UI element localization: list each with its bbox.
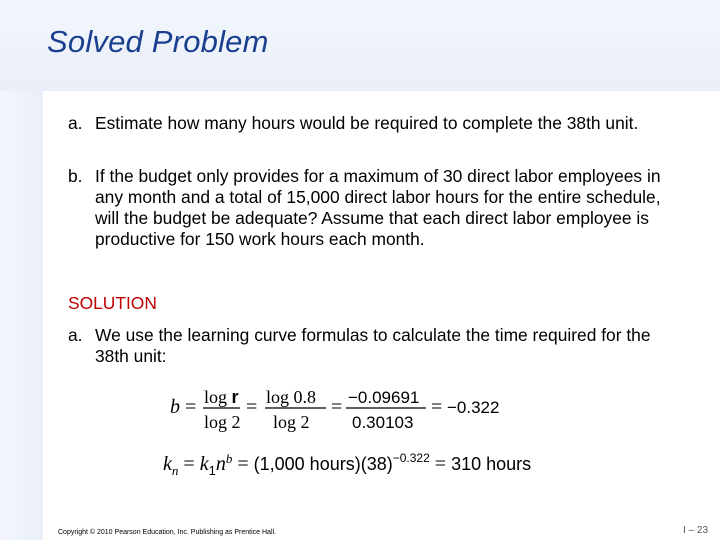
- formula-equals: =: [185, 396, 197, 418]
- formula-equals: =: [431, 396, 443, 418]
- solution-item-a: [68, 325, 668, 367]
- formula-k1: k: [199, 453, 209, 475]
- item-text: Estimate how many hours would be required to complete the 38th unit.: [95, 113, 639, 133]
- formula-equals: =: [331, 396, 343, 418]
- item-letter: b.: [68, 166, 83, 186]
- problem-item-a: [68, 113, 668, 134]
- exponent: −0.322: [392, 451, 430, 465]
- formula-equals: =: [434, 453, 447, 475]
- fraction-denominator: 0.30103: [352, 413, 414, 432]
- slide-title: Solved Problem: [47, 24, 269, 59]
- formula-equals: =: [246, 396, 258, 418]
- formula-equals: =: [183, 453, 195, 475]
- fraction-numerator: [204, 387, 238, 407]
- formula-expression: (1,000 hours)(38): [253, 454, 393, 474]
- fraction-denominator: log 2: [204, 412, 241, 432]
- copyright-notice: Copyright © 2010 Pearson Education, Inc. Publishing as Prentice Hall.: [58, 529, 277, 536]
- formula-result: 310 hours: [451, 454, 532, 474]
- fraction-numerator: −0.09691: [348, 388, 420, 407]
- log-function: log: [204, 387, 228, 407]
- left-margin-band: [0, 91, 43, 540]
- page-number: I – 23: [683, 525, 709, 536]
- learning-rate-formula: [170, 383, 520, 435]
- fraction-numerator: log 0.8: [266, 387, 317, 407]
- rate-variable: r: [231, 387, 239, 407]
- item-letter: a.: [68, 325, 83, 345]
- item-text: If the budget only provides for a maximum of 30 direct labor employees in any month and a total of 15,000 direct labor hours for the entire schedule, will the budget be adequate? Assume that each direct labor employee is productive for 150 work hours each month.: [95, 166, 661, 249]
- item-text: We use the learning curve formulas to calculate the time required for the 38th unit:: [95, 325, 651, 366]
- formula-n: n: [215, 453, 226, 475]
- problem-item-b: [68, 166, 668, 250]
- formula-lhs: b: [170, 396, 180, 418]
- fraction-denominator: log 2: [273, 412, 310, 432]
- item-letter: a.: [68, 113, 83, 133]
- subscript-1: 1: [208, 463, 216, 478]
- formula-result: −0.322: [447, 398, 500, 417]
- subscript-n: n: [171, 463, 179, 478]
- formula-equals: =: [237, 453, 249, 475]
- unit-time-formula: [163, 451, 531, 479]
- superscript-b: b: [225, 451, 233, 466]
- solution-heading: SOLUTION: [68, 293, 157, 313]
- formula-k: k: [163, 453, 172, 475]
